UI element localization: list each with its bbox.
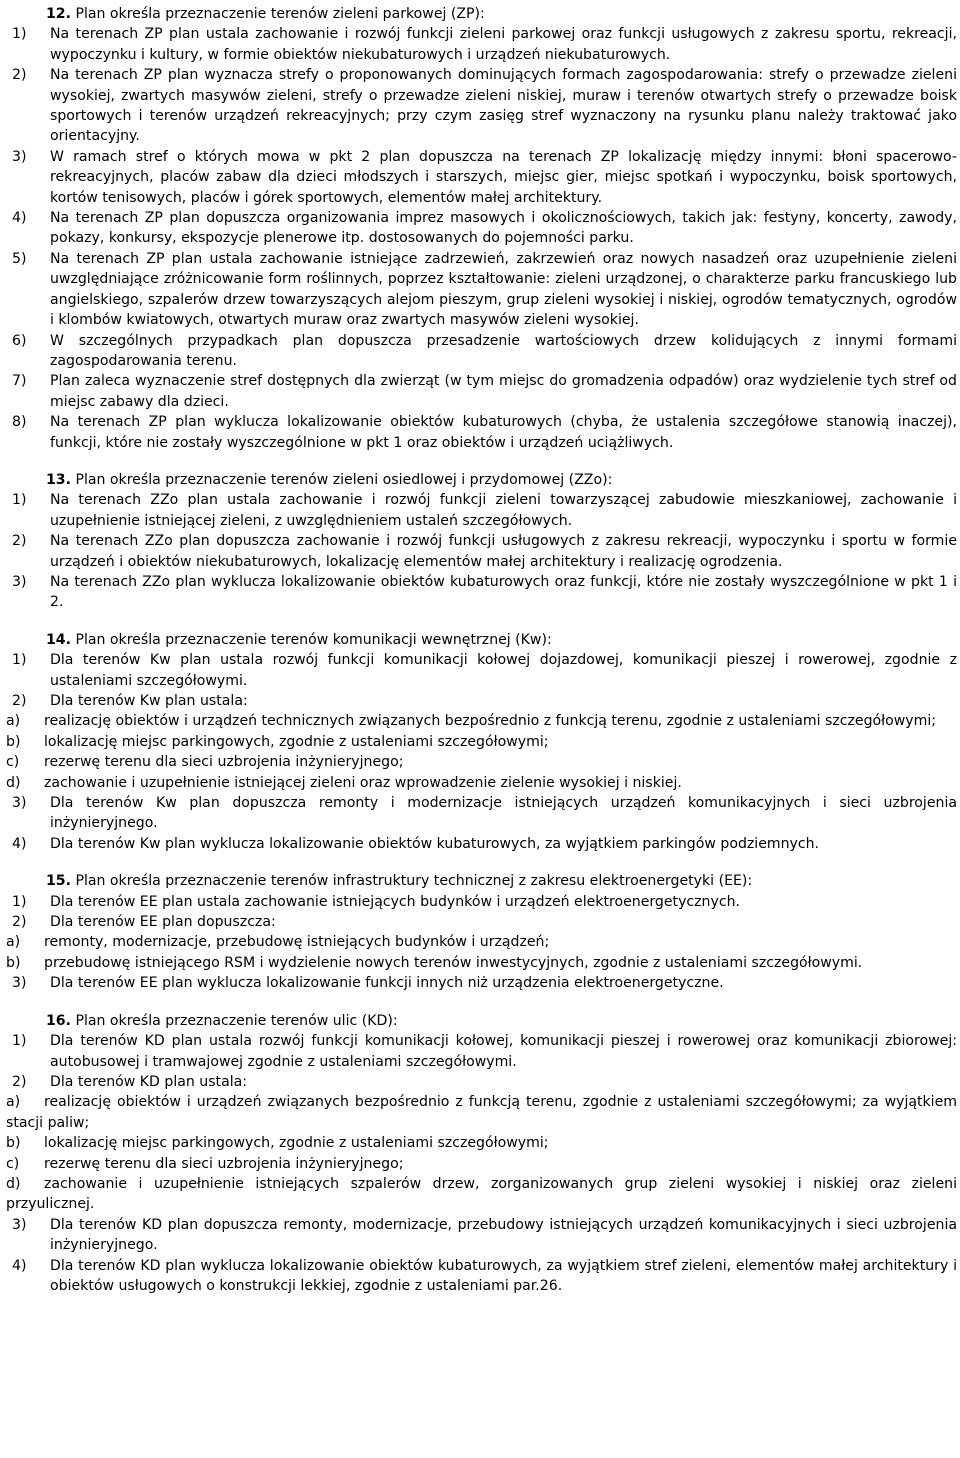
point-number: 6) — [12, 332, 27, 349]
point-text: Plan zaleca wyznaczenie stref dostępnych dla zwierząt (w tym miejsc do gromadzenia odpadów) oraz wydzielenie tych stref od miejsc zabawy dla dzieci. — [50, 373, 957, 410]
letter-text: rezerwę terenu dla sieci uzbrojenia inżynieryjnego; — [44, 1155, 404, 1172]
point-number: 1) — [12, 492, 27, 509]
point-number: 4) — [12, 1257, 27, 1274]
point-text: Dla terenów Kw plan ustala rozwój funkcji komunikacji kołowej dojazdowej, komunikacji pieszej i rowerowej, zgodnie z ustaleniami szczegółowymi. — [50, 652, 957, 689]
section-heading — [6, 470, 957, 490]
section-number: 15. — [46, 873, 71, 890]
numbered-point — [6, 691, 957, 711]
section-number: 12. — [46, 6, 71, 22]
point-number: 7) — [12, 373, 27, 390]
point-number: 3) — [12, 573, 27, 590]
point-number: 4) — [12, 835, 27, 852]
point-number: 2) — [12, 533, 27, 550]
numbered-point — [6, 1256, 957, 1297]
letter-text: rezerwę terenu dla sieci uzbrojenia inżynieryjnego; — [44, 754, 404, 771]
section-4 — [6, 1011, 957, 1297]
lettered-point — [6, 1154, 957, 1174]
point-number: 1) — [12, 893, 27, 910]
point-number: 1) — [12, 26, 27, 43]
numbered-point — [6, 331, 957, 372]
section-title: Plan określa przeznaczenie terenów zieleni osiedlowej i przydomowej (ZZo): — [75, 471, 613, 488]
point-text: Dla terenów KD plan wyklucza lokalizowanie obiektów kubaturowych, za wyjątkiem stref zieleni, elementów małej architektury i obiektów usługowych o konstrukcji lekkiej, zgodnie z ustaleniami par.26. — [50, 1257, 957, 1294]
point-text: W szczególnych przypadkach plan dopuszcza przesadzenie wartościowych drzew kolidujących z innymi formami zagospodarowania terenu. — [50, 332, 957, 369]
letter-label: a) — [6, 1094, 21, 1111]
point-number: 8) — [12, 414, 27, 431]
numbered-point — [6, 1072, 957, 1092]
section-heading — [6, 1011, 957, 1031]
point-text: Na terenach ZZo plan wyklucza lokalizowanie obiektów kubaturowych oraz funkcji, które nie zostały wyszczególnione w pkt 1 i 2. — [50, 573, 957, 611]
section-title: Plan określa przeznaczenie terenów zieleni parkowej (ZP): — [75, 6, 485, 22]
section-gap — [6, 994, 957, 1011]
letter-label: b) — [6, 1135, 21, 1152]
numbered-point — [6, 572, 957, 613]
section-number: 14. — [46, 631, 71, 648]
letter-text: przebudowę istniejącego RSM i wydzielenie nowych terenów inwestycyjnych, zgodnie z ustaleniami szczegółowymi. — [44, 954, 863, 971]
numbered-point — [6, 834, 957, 854]
lettered-point — [6, 1092, 957, 1133]
point-number: 2) — [12, 693, 27, 709]
numbered-point — [6, 650, 957, 691]
numbered-point — [6, 793, 957, 834]
letter-label: d) — [6, 1175, 21, 1192]
letter-label: b) — [6, 954, 21, 971]
point-text: Na terenach ZZo plan dopuszcza zachowanie i rozwój funkcji usługowych z zakresu rekreacji, wypoczynku i sportu w formie urządzeń i obiektów niekubaturowych, lokalizację elementów małej architektury i realizację ogrodzenia. — [50, 533, 957, 570]
letter-text: remonty, modernizacje, przebudowę istniejących budynków i urządzeń; — [44, 934, 550, 951]
lettered-point — [6, 752, 957, 772]
point-number: 2) — [12, 1073, 27, 1090]
letter-label: d) — [6, 774, 21, 791]
numbered-point — [6, 208, 957, 249]
point-number: 5) — [12, 250, 27, 267]
section-title: Plan określa przeznaczenie terenów ulic (KD): — [75, 1012, 398, 1029]
point-text: Dla terenów KD plan ustala: — [50, 1073, 248, 1090]
letter-label: b) — [6, 733, 21, 750]
section-gap — [6, 613, 957, 630]
point-text: Na terenach ZP plan dopuszcza organizowania imprez masowych i okolicznościowych, takich jak: festyny, koncerty, zawody, pokazy, konkursy, ekspozycje plenerowe itp. dostosowanych do pojemności parku. — [50, 210, 957, 247]
point-text: Dla terenów KD plan dopuszcza remonty, modernizacje, przebudowy istniejących urządzeń komunikacyjnych i sieci uzbrojenia inżynieryjnego. — [50, 1216, 957, 1254]
section-heading — [6, 871, 957, 891]
point-text: Na terenach ZP plan wyklucza lokalizowanie obiektów kubaturowych (chyba, że ustalenia szczegółowe stanowią inaczej), funkcji, które nie zostały wyszczególnione w pkt 1 oraz obiektów i urządzeń uciążliwych. — [50, 414, 957, 451]
letter-text: zachowanie i uzupełnienie istniejących szpalerów drzew, zorganizowanych grup zieleni wysokiej i niskiej oraz zieleni przyulicznej. — [6, 1175, 957, 1213]
point-text: Na terenach ZZo plan ustala zachowanie i rozwój funkcji zieleni towarzyszącej zabudowie mieszkaniowej, zachowanie i uzupełnienie istniejącej zieleni, z uwzględnieniem ustaleń szczegółowych. — [50, 492, 957, 529]
lettered-point — [6, 953, 957, 973]
section-gap — [6, 453, 957, 470]
numbered-point — [6, 371, 957, 412]
point-text: Na terenach ZP plan ustala zachowanie istniejące zadrzewień, zakrzewień oraz nowych nasadzeń oraz uzupełnienie zieleni uwzględniające zróżnicowanie form roślinnych, poprzez kształtowanie: zieleni urządzonej, o charakterze parku francuskiego lub angielskiego, szpalerów drzew towarzyszących alejom pieszym, grup zieleni wysokiej i niskiej, ogrodów tematycznych, ogrodów i klombów kwiatowych, otwartych muraw oraz zwartych masywów zieleni wysokiej. — [50, 250, 957, 329]
section-1 — [6, 470, 957, 613]
lettered-point — [6, 732, 957, 752]
section-2 — [6, 630, 957, 854]
point-text: Dla terenów Kw plan dopuszcza remonty i modernizacje istniejących urządzeń komunikacyjnych i sieci uzbrojenia inżynieryjnego. — [50, 795, 957, 832]
letter-text: zachowanie i uzupełnienie istniejącej zieleni oraz wprowadzenie zielenie wysokiej i niskiej. — [44, 774, 682, 791]
section-number: 16. — [46, 1012, 71, 1029]
numbered-point — [6, 24, 957, 65]
section-number: 13. — [46, 471, 71, 488]
letter-label: a) — [6, 713, 21, 730]
section-heading — [6, 4, 957, 24]
letter-label: c) — [6, 1155, 20, 1172]
point-number: 3) — [12, 148, 27, 165]
lettered-point — [6, 1133, 957, 1153]
numbered-point — [6, 531, 957, 572]
section-gap — [6, 854, 957, 871]
point-number: 4) — [12, 210, 27, 227]
numbered-point — [6, 1215, 957, 1256]
letter-text: lokalizację miejsc parkingowych, zgodnie z ustaleniami szczegółowymi; — [44, 733, 549, 750]
point-text: Dla terenów Kw plan wyklucza lokalizowanie obiektów kubaturowych, za wyjątkiem parkingów podziemnych. — [50, 835, 820, 852]
point-text: Dla terenów KD plan ustala rozwój funkcji komunikacji kołowej, komunikacji pieszej i rowerowej oraz komunikacji zbiorowej: autobusowej i tramwajowej zgodnie z ustaleniami szczegółowymi. — [50, 1033, 957, 1070]
point-number: 2) — [12, 67, 27, 84]
numbered-point — [6, 892, 957, 912]
point-text: Dla terenów EE plan dopuszcza: — [50, 914, 276, 931]
numbered-point — [6, 412, 957, 453]
numbered-point — [6, 147, 957, 208]
section-title: Plan określa przeznaczenie terenów komunikacji wewnętrznej (Kw): — [75, 631, 552, 648]
section-heading — [6, 630, 957, 650]
point-number: 3) — [12, 975, 27, 992]
point-text: Dla terenów EE plan wyklucza lokalizowanie funkcji innych niż urządzenia elektroenergetyczne. — [50, 975, 724, 992]
point-text: Dla terenów Kw plan ustala: — [50, 693, 248, 709]
point-number: 1) — [12, 1033, 27, 1050]
point-number: 2) — [12, 914, 27, 931]
numbered-point — [6, 912, 957, 932]
point-text: Dla terenów EE plan ustala zachowanie istniejących budynków i urządzeń elektroenergetycznych. — [50, 893, 740, 910]
letter-text: realizację obiektów i urządzeń technicznych związanych bezpośrednio z funkcją terenu, zgodnie z ustaleniami szczegółowymi; — [44, 713, 937, 730]
letter-text: realizację obiektów i urządzeń związanych bezpośrednio z funkcją terenu, zgodnie z ustaleniami szczegółowymi; za wyjątkiem stacji paliw; — [6, 1094, 957, 1131]
point-number: 1) — [12, 652, 27, 669]
letter-label: a) — [6, 934, 21, 951]
point-text: Na terenach ZP plan ustala zachowanie i rozwój funkcji zieleni parkowej oraz funkcji usługowych z zakresu sportu, rekreacji, wypoczynku i kultury, w formie obiektów niekubaturowych i urządzeń niekubaturowych. — [50, 26, 957, 63]
point-text: W ramach stref o których mowa w pkt 2 plan dopuszcza na terenach ZP lokalizację między innymi: błoni spacerowo-rekreacyjnych, placów zabaw dla dzieci młodszych i starszych, miejsc gier, miejsc spotkań i wypoczynku, boisk sportowych, kortów tenisowych, placów i górek sportowych, elementów małej architektury. — [50, 148, 957, 206]
numbered-point — [6, 973, 957, 993]
letter-text: lokalizację miejsc parkingowych, zgodnie z ustaleniami szczegółowymi; — [44, 1135, 549, 1152]
lettered-point — [6, 773, 957, 793]
lettered-point — [6, 711, 957, 731]
numbered-point — [6, 1031, 957, 1072]
lettered-point — [6, 932, 957, 952]
point-number: 3) — [12, 1216, 27, 1233]
point-text: Na terenach ZP plan wyznacza strefy o proponowanych dominujących formach zagospodarowania: strefy o przewadze zieleni wysokiej, zwartych masywów zieleni, strefy o przewadze zieleni niskiej, muraw i terenów otwartych strefy o przewadze boisk sportowych i terenów urządzeń rekreacyjnych; przy czym zasięg stref wyznaczony na rysunku planu należy traktować jako orientacyjny. — [50, 67, 957, 145]
numbered-point — [6, 65, 957, 147]
section-3 — [6, 871, 957, 993]
lettered-point — [6, 1174, 957, 1215]
section-0 — [6, 4, 957, 453]
numbered-point — [6, 249, 957, 331]
letter-label: c) — [6, 754, 20, 771]
numbered-point — [6, 490, 957, 531]
section-title: Plan określa przeznaczenie terenów infrastruktury technicznej z zakresu elektroenergetyki (EE): — [75, 873, 753, 890]
point-number: 3) — [12, 795, 27, 812]
